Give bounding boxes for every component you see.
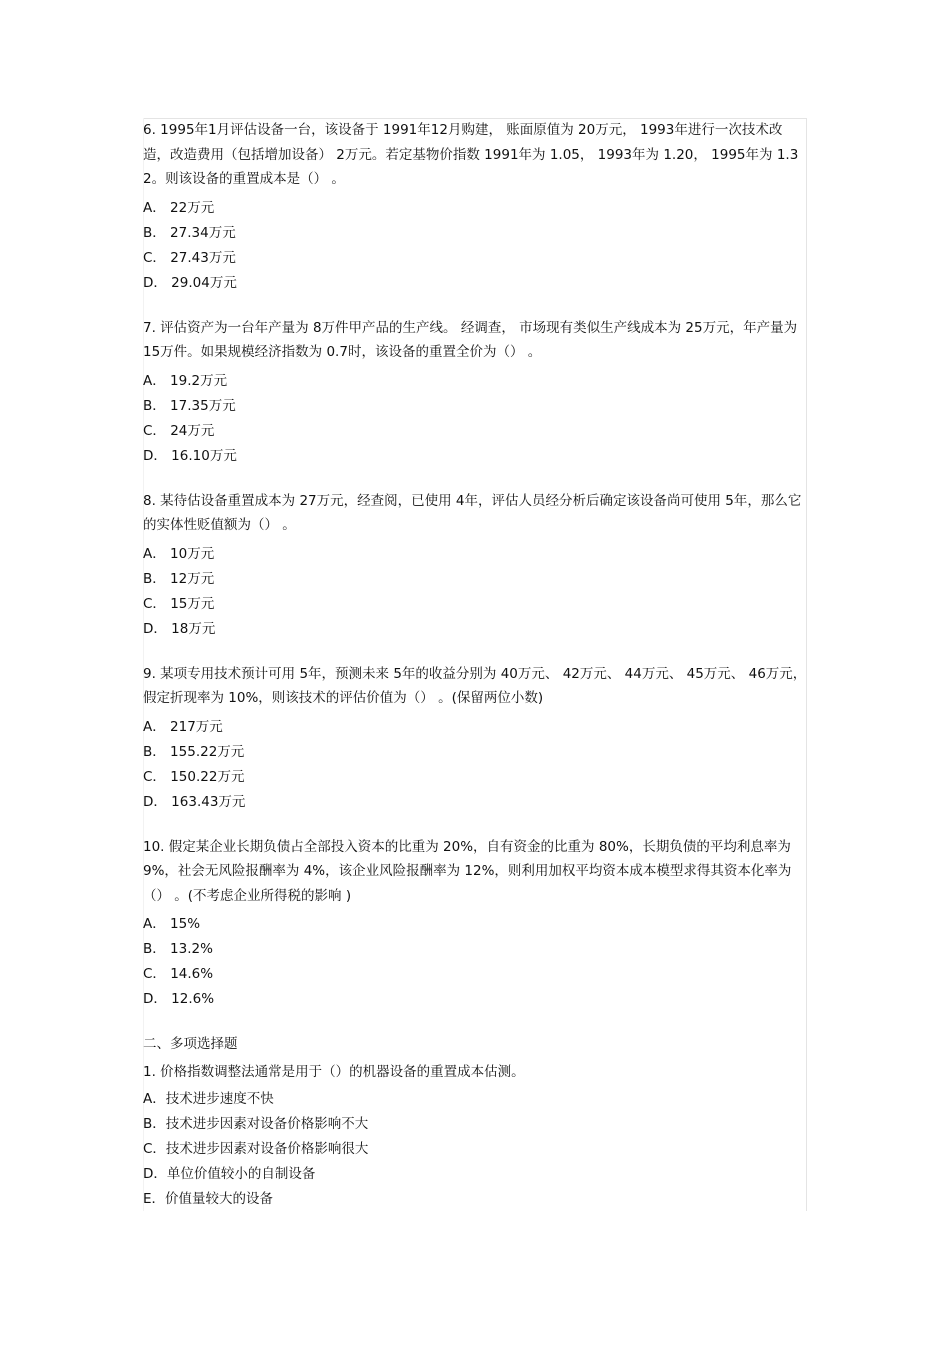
option-c: C． 15万元	[143, 595, 215, 612]
section-title: 二、多项选择题	[143, 1036, 238, 1052]
question-stem: 9. 某项专用技术预计可用 5年，预测未来 5年的收益分别为 40万元、 42万元、 44万元、 45万元、 46万元，假定折现率为 10%，则该技术的评估价值为（） 。(保留两位小数)	[143, 665, 807, 706]
question-9	[143, 662, 809, 815]
question-stem: 8. 某待估设备重置成本为 27万元，经查阅，已使用 4年，评估人员经分析后确定该设备尚可使用 5年，那么它的实体性贬值额为（） 。	[143, 492, 802, 533]
option-a: A． 15%	[143, 916, 201, 932]
option-d: D． 163.43万元	[143, 793, 246, 810]
question-7	[143, 316, 809, 469]
option-b: B． 27.34万元	[143, 224, 236, 241]
option-b: B． 155.22万元	[143, 743, 245, 760]
option-b: B． 12万元	[143, 570, 215, 587]
option-b: B．技术进步因素对设备价格影响不大	[143, 1115, 369, 1132]
option-c: C． 14.6%	[143, 966, 214, 982]
section-multiple-choice	[143, 1032, 809, 1212]
exam-content	[143, 118, 809, 1212]
option-b: B． 13.2%	[143, 941, 213, 957]
question-stem: 1. 价格指数调整法通常是用于（）的机器设备的重置成本估测。	[143, 1064, 525, 1080]
question-6	[143, 118, 809, 296]
option-e: E．价值量较大的设备	[143, 1190, 274, 1207]
option-d: D． 18万元	[143, 620, 216, 637]
option-d: D． 12.6%	[143, 991, 215, 1007]
option-c: C． 24万元	[143, 422, 215, 439]
question-stem: 7. 评估资产为一台年产量为 8万件甲产品的生产线。 经调查， 市场现有类似生产线成本为 25万元，年产量为 15万件。如果规模经济指数为 0.7时，该设备的重置全价为（） 。	[143, 319, 798, 360]
option-d: D． 16.10万元	[143, 447, 237, 464]
question-8	[143, 489, 809, 642]
option-a: A． 10万元	[143, 545, 215, 562]
option-a: A． 19.2万元	[143, 372, 228, 389]
question-stem: 10. 假定某企业长期负债占全部投入资本的比重为 20%，自有资金的比重为 80%，长期负债的平均利息率为 9%，社会无风险报酬率为 4%，该企业风险报酬率为 12%，则利用加权平均资本成本模型求得其资本化率为（） 。(不考虑企业所得税的影响 )	[143, 838, 792, 904]
option-b: B． 17.35万元	[143, 397, 236, 414]
question-10	[143, 835, 809, 1013]
option-c: C．技术进步因素对设备价格影响很大	[143, 1140, 369, 1157]
option-c: C． 27.43万元	[143, 249, 236, 266]
question-stem: 6. 1995年1月评估设备一台，该设备于 1991年12月购建， 账面原值为 20万元， 1993年进行一次技术改造，改造费用（包括增加设备） 2万元。若定基物价指数 1991年为 1.05， 1993年为 1.20， 1995年为 1.32。则该设备的重置成本是（） 。	[143, 122, 799, 187]
option-d: D． 29.04万元	[143, 274, 237, 291]
option-d: D．单位价值较小的自制设备	[143, 1165, 316, 1182]
option-a: A．技术进步速度不快	[143, 1090, 274, 1107]
option-a: A． 217万元	[143, 718, 223, 735]
option-a: A． 22万元	[143, 199, 215, 216]
option-c: C． 150.22万元	[143, 768, 245, 785]
